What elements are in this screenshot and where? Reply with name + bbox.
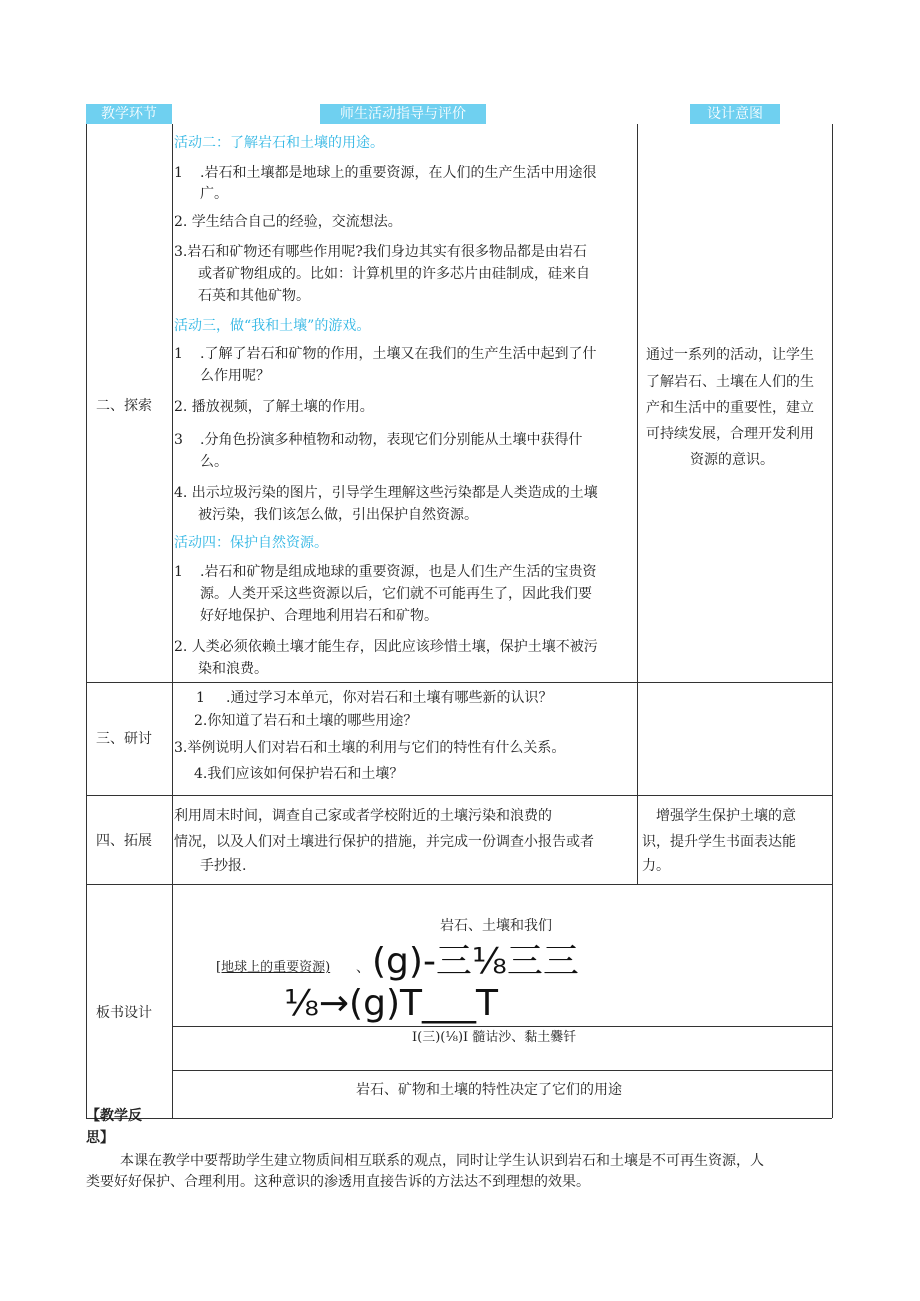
grid-line: [637, 124, 638, 884]
board-row-3: I(三)(⅛)I 髓诂沙、黏土爨钎: [412, 1030, 577, 1045]
discuss-question-1: .通过学习本单元，你对岩石和土壤有哪些新的认识？: [226, 690, 553, 706]
grid-line: [172, 1026, 832, 1027]
activity-2-title: 活动二：了解岩石和土壤的用途。: [174, 135, 384, 151]
grid-line: [86, 884, 832, 885]
activity-4-item-1-num: 1: [174, 564, 183, 580]
extend-intent-line-1: 增强学生保护土壤的意: [656, 808, 796, 824]
activity-2-item-1-num: 1: [174, 165, 183, 181]
activity-3-item-3-num: 3: [174, 432, 183, 448]
activity-3-item-1-num: 1: [174, 346, 183, 362]
extend-intent-line-2: 识，提升学生书面表达能: [642, 834, 796, 850]
header-col-intent: 设计意图: [690, 104, 780, 124]
activity-2-item-3-line-3: 石英和其他矿物。: [198, 288, 310, 304]
grid-line: [86, 795, 832, 796]
grid-line: [86, 1118, 832, 1119]
activity-3-item-1-line-1: .了解了岩石和矿物的作用，土壤又在我们的生产生活中起到了什: [200, 346, 597, 362]
grid-line: [86, 682, 832, 683]
grid-line: [832, 124, 833, 1118]
stage-label-explore: 二、探索: [96, 398, 152, 414]
activity-3-item-2: 2. 播放视频，了解土壤的作用。: [174, 399, 374, 415]
explore-intent-line-5: 资源的意识。: [690, 452, 774, 468]
board-resource-label: [地球上的重要资源): [216, 960, 331, 975]
activity-3-title: 活动三，做“我和土壤”的游戏。: [174, 318, 371, 334]
grid-line: [172, 1070, 832, 1071]
explore-intent-line-3: 产和生活中的重要性，建立: [646, 400, 814, 416]
explore-intent-line-2: 了解岩石、土壤在人们的生: [646, 374, 814, 390]
activity-3-item-3-line-1: .分角色扮演多种植物和动物，表现它们分别能从土壤中获得什: [200, 432, 583, 448]
activity-2-item-1-line-1: .岩石和土壤都是地球上的重要资源，在人们的生产生活中用途很: [200, 165, 597, 181]
discuss-question-4: 4.我们应该如何保护岩石和土壤？: [194, 766, 404, 782]
reflection-heading-line-2: 思】: [86, 1130, 114, 1146]
extend-task-line-2: 情况，以及人们对土壤进行保护的措施，并完成一份调查小报告或者: [174, 834, 594, 850]
explore-intent-line-4: 可持续发展，合理开发利用: [646, 426, 814, 442]
activity-4-title: 活动四：保护自然资源。: [174, 535, 328, 551]
header-col-stage: 教学环节: [86, 104, 172, 124]
board-title: 岩石、土壤和我们: [440, 918, 552, 934]
stage-label-extend: 四、拓展: [96, 833, 152, 849]
stage-label-board: 板书设计: [96, 1005, 152, 1021]
activity-4-item-2-line-1: 2. 人类必须依赖土壤才能生存，因此应该珍惜土壤，保护土壤不被污: [174, 639, 598, 655]
stage-label-discuss: 三、研讨: [96, 731, 152, 747]
grid-line: [172, 124, 173, 1118]
discuss-question-1-num: 1: [196, 690, 205, 706]
explore-intent-line-1: 通过一系列的活动，让学生: [646, 347, 814, 363]
activity-3-item-4-line-1: 4. 出示垃圾污染的图片，引导学生理解这些污染都是人类造成的土壤: [174, 485, 598, 501]
activity-3-item-4-line-2: 被污染，我们该怎么做，引出保护自然资源。: [198, 507, 478, 523]
activity-2-item-1-line-2: 广。: [200, 186, 228, 202]
extend-task-line-3: 手抄报.: [200, 858, 247, 874]
reflection-heading-line-1: 【教学反: [86, 1108, 142, 1124]
activity-2-item-2: 2. 学生结合自己的经验，交流想法。: [174, 214, 402, 230]
board-separator: 、: [356, 960, 370, 976]
reflection-paragraph-line-1: 本课在教学中要帮助学生建立物质间相互联系的观点，同时让学生认识到岩石和土壤是不可再生资源，人: [120, 1153, 764, 1169]
board-row-2-glyphs: ⅛→(g)T___T: [284, 983, 498, 1024]
extend-task-line-1: 利用周末时间，调查自己家或者学校附近的土壤污染和浪费的: [174, 808, 552, 824]
header-col-activity: 师生活动指导与评价: [320, 104, 486, 124]
activity-4-item-1-line-1: .岩石和矿物是组成地球的重要资源，也是人们生产生活的宝贵资: [200, 564, 597, 580]
discuss-question-2: 2.你知道了岩石和土壤的哪些用途？: [194, 713, 418, 729]
board-row-1-glyphs: (g)-三⅛三三: [372, 941, 579, 982]
board-conclusion: 岩石、矿物和土壤的特性决定了它们的用途: [356, 1082, 622, 1098]
activity-3-item-1-line-2: 么作用呢？: [200, 368, 270, 384]
discuss-question-3: 3.举例说明人们对岩石和土壤的利用与它们的特性有什么关系。: [174, 740, 566, 756]
activity-4-item-2-line-2: 染和浪费。: [198, 661, 268, 677]
activity-4-item-1-line-3: 好好地保护、合理地利用岩石和矿物。: [200, 608, 438, 624]
reflection-paragraph-line-2: 类要好好保护、合理利用。这种意识的渗透用直接告诉的方法达不到理想的效果。: [86, 1174, 590, 1190]
activity-2-item-3-line-1: 3.岩石和矿物还有哪些作用呢?我们身边其实有很多物品都是由岩石: [174, 244, 587, 260]
activity-3-item-3-line-2: 么。: [200, 454, 228, 470]
activity-2-item-3-line-2: 或者矿物组成的。比如：计算机里的许多芯片由硅制成，硅来自: [198, 266, 590, 282]
grid-line: [86, 124, 87, 1118]
extend-intent-line-3: 力。: [642, 858, 670, 874]
activity-4-item-1-line-2: 源。人类开采这些资源以后，它们就不可能再生了，因此我们要: [200, 586, 592, 602]
